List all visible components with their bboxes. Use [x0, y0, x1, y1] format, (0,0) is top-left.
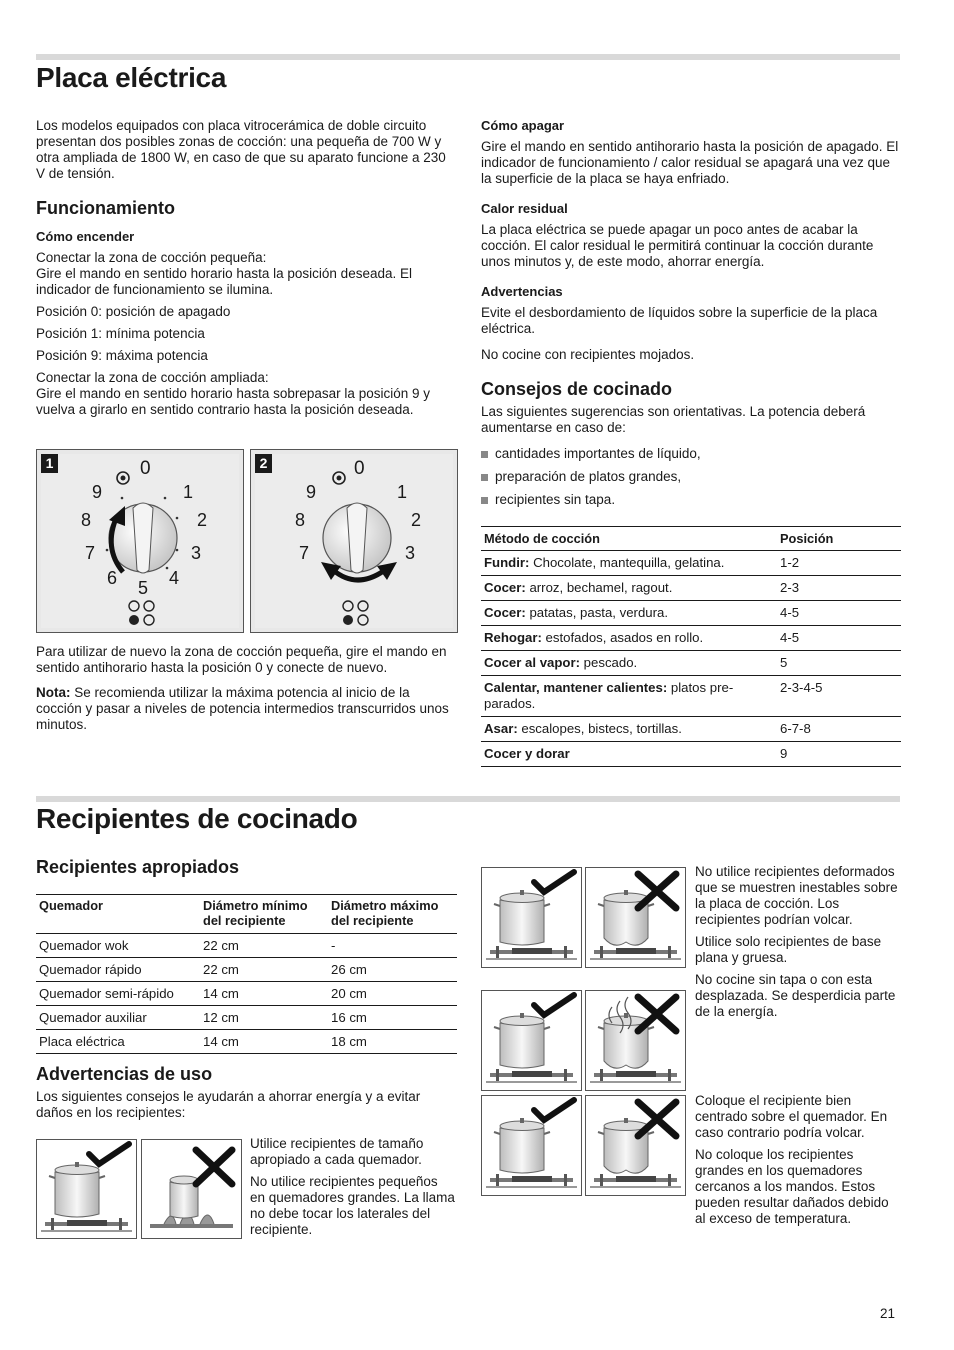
calor-residual-heading: Calor residual: [481, 201, 568, 216]
table-cell: 22 cm: [203, 938, 239, 953]
pot-checkmark-icon: [37, 1140, 136, 1238]
method-label: Calentar, mantener calientes:: [484, 680, 668, 695]
column-header: Posición: [780, 531, 834, 546]
method-cell: [481, 601, 777, 626]
pot-no-lid-image: [585, 990, 686, 1091]
list-item: recipientes sin tapa.: [481, 492, 901, 508]
position-cell: 2-3-4-5: [780, 680, 823, 695]
paragraph: Gire el mando en sentido horario hasta la posición deseada. El indicador de funcionamiento se ilumina.: [36, 266, 412, 297]
right-column-1: [481, 118, 901, 515]
bullet-list: [481, 446, 901, 508]
advertencias-heading: Advertencias: [481, 284, 563, 299]
method-label: Cocer y dorar: [484, 746, 570, 761]
dial-number: 2: [197, 510, 208, 530]
pot-correct-size-image: [36, 1139, 137, 1239]
table-cell: Quemador auxiliar: [39, 1010, 147, 1025]
table-row: [36, 958, 457, 982]
pot-too-small-image: [141, 1139, 242, 1239]
dial-figure-1: [36, 449, 244, 633]
table-cell: Quemador semi-rápido: [39, 986, 174, 1001]
section-divider: [36, 54, 900, 60]
method-text: estofados, asados en rollo.: [541, 630, 704, 645]
dial-number: 8: [81, 510, 92, 530]
table-cell: Quemador wok: [39, 938, 129, 953]
page-number: 21: [880, 1306, 896, 1321]
section-divider: [36, 796, 900, 802]
list-item: preparación de platos grandes,: [481, 469, 901, 485]
section-title-recipientes: Recipientes de cocinado: [36, 803, 358, 834]
column-header: Diámetro mínimo del recipiente: [203, 898, 308, 928]
advice-text-right-2: [695, 1093, 900, 1233]
pot-stable-image: [481, 867, 582, 968]
method-text: patatas, pasta, verdura.: [525, 605, 668, 620]
paragraph: Utilice recipientes de tamaño apropiado a cada quemador.: [250, 1136, 424, 1167]
position-0-text: Posición 0: posición de apagado: [36, 304, 231, 319]
dial-number: 9: [92, 482, 103, 502]
dial-number: 7: [85, 543, 96, 563]
pot-cross-icon: [586, 868, 685, 967]
dial-number: 2: [411, 510, 422, 530]
method-label: Cocer al vapor:: [484, 655, 581, 670]
figure-number: 1: [41, 454, 58, 473]
paragraph: Conectar la zona de cocción pequeña:: [36, 250, 267, 265]
intro-paragraph: Los modelos equipados con placa vitrocerámica de doble circuito presentan dos posibles zonas de cocción: una pequeña de 700 W y otra ampliada de 1800 W, en caso de que su aparato funcione a 230 V de tensión.: [36, 118, 446, 181]
position-9-text: Posición 9: máxima potencia: [36, 348, 208, 363]
advice-text-left: [250, 1136, 455, 1244]
method-text: pescado.: [580, 655, 638, 670]
paragraph: No utilice recipientes deformados que se muestren inestables sobre la placa de cocción. Los recipientes podrían volcar.: [695, 864, 898, 927]
burner-table: [36, 894, 457, 1054]
pot-lid-image: [481, 990, 582, 1091]
dial-number: 6: [107, 568, 118, 588]
position-cell: 6-7-8: [780, 721, 811, 736]
method-text: arroz, bechamel, ragout.: [525, 580, 673, 595]
method-cell: [481, 742, 777, 767]
position-1-text: Posición 1: mínima potencia: [36, 326, 205, 341]
table-row: [36, 982, 457, 1006]
method-label: Cocer:: [484, 580, 526, 595]
dial-figure-2: [250, 449, 458, 633]
paragraph: Gire el mando en sentido horario hasta sobrepasar la posición 9 y vuelva a girarlo en sentido contrario hasta la posición deseada.: [36, 386, 430, 417]
pot-checkmark-icon: [482, 868, 581, 967]
table-cell: Quemador rápido: [39, 962, 142, 977]
paragraph: Las siguientes sugerencias son orientativas. La potencia deberá aumentarse en caso de:: [481, 404, 866, 435]
table-row: [481, 651, 901, 676]
pot-cross-icon: [586, 1096, 685, 1195]
paragraph: Evite el desbordamiento de líquidos sobre la superficie de la placa eléctrica.: [481, 305, 878, 336]
paragraph: No coloque los recipientes grandes en los quemadores cercanos a los mandos. Estos pueden resultar dañados debido al exceso de temperatura.: [695, 1147, 889, 1226]
position-cell: 4-5: [780, 630, 800, 645]
como-apagar-heading: Cómo apagar: [481, 118, 565, 133]
method-cell: [481, 651, 777, 676]
consejos-heading: Consejos de cocinado: [481, 379, 673, 399]
figure-number: 2: [255, 454, 272, 473]
dial-number: 4: [169, 568, 180, 588]
table-cell: 14 cm: [203, 986, 239, 1001]
pot-cross-icon: [142, 1140, 241, 1238]
method-cell: [481, 626, 777, 651]
advice-text-right-1: [695, 864, 900, 1026]
table-cell: 20 cm: [331, 986, 367, 1001]
paragraph: Para utilizar de nuevo la zona de cocción pequeña, gire el mando en sentido antihorario hasta la posición 0 y conecte de nuevo.: [36, 644, 447, 675]
note-label: Nota:: [36, 685, 71, 700]
column-header: Método de cocción: [484, 531, 600, 546]
position-cell: 1-2: [780, 555, 800, 570]
dial-number: 3: [191, 543, 202, 563]
table-cell: 14 cm: [203, 1034, 239, 1049]
paragraph: Coloque el recipiente bien centrado sobre el quemador. En caso contrario podría volcar.: [695, 1093, 888, 1140]
method-cell: [481, 551, 777, 576]
table-cell: 16 cm: [331, 1010, 367, 1025]
paragraph: Conectar la zona de cocción ampliada:: [36, 370, 269, 385]
table-row: [481, 576, 901, 601]
table-cell: Placa eléctrica: [39, 1034, 125, 1049]
table-row: [36, 1030, 457, 1054]
dial-number: 1: [397, 482, 408, 502]
recipientes-apropiados-heading: Recipientes apropiados: [36, 857, 240, 877]
paragraph: La placa eléctrica se puede apagar un poco antes de acabar la cocción. El calor residual le permitirá continuar la cocción durante unos minutos y, de este modo, ahorrar energía.: [481, 222, 874, 269]
paragraph: Gire el mando en sentido antihorario hasta la posición de apagado. El indicador de funcionamiento / calor residual se apagará una vez que la superficie de la placa se haya enfriado.: [481, 139, 899, 186]
paragraph: No cocine con recipientes mojados.: [481, 347, 695, 362]
table-row: [481, 676, 901, 717]
note-paragraph: [36, 685, 456, 733]
position-cell: 2-3: [780, 580, 800, 595]
method-label: Fundir:: [484, 555, 530, 570]
position-cell: 4-5: [780, 605, 800, 620]
pot-offcenter-image: [585, 1095, 686, 1196]
table-row: [36, 934, 457, 958]
dial-number: 1: [183, 482, 194, 502]
method-text: platos pre-parados.: [484, 680, 734, 711]
pot-deformed-image: [585, 867, 686, 968]
note-text: Se recomienda utilizar la máxima potencia al inicio de la cocción y pasar a niveles de potencia intermedios transcurridos unos minutos.: [36, 685, 449, 732]
method-text: escalopes, bistecs, tortillas.: [517, 721, 682, 736]
paragraph: No utilice recipientes pequeños en quemadores grandes. La llama no debe tocar los laterales del recipiente.: [250, 1174, 455, 1237]
table-cell: 18 cm: [331, 1034, 367, 1049]
pot-checkmark-icon: [482, 1096, 581, 1195]
paragraph: Los siguientes consejos le ayudarán a ahorrar energía y a evitar daños en los recipientes:: [36, 1089, 421, 1120]
dial-number: 8: [295, 510, 306, 530]
method-cell: [481, 717, 777, 742]
method-text: Chocolate, mantequilla, gelatina.: [529, 555, 725, 570]
table-row: [481, 551, 901, 576]
como-encender-heading: Cómo encender: [36, 229, 135, 244]
column-header: Diámetro máximo del recipiente: [331, 898, 439, 928]
pot-steam-cross-icon: [586, 991, 685, 1090]
method-cell: [481, 676, 777, 717]
position-cell: 9: [780, 746, 788, 761]
paragraph: Utilice solo recipientes de base plana y gruesa.: [695, 934, 882, 965]
method-label: Asar:: [484, 721, 518, 736]
pot-centered-image: [481, 1095, 582, 1196]
paragraph: No cocine sin tapa o con esta desplazada. Se desperdicia parte de la energía.: [695, 972, 896, 1019]
table-row: [481, 626, 901, 651]
dial-number: 0: [354, 458, 365, 479]
table-row: [481, 601, 901, 626]
funcionamiento-heading: Funcionamiento: [36, 198, 175, 218]
table-cell: 22 cm: [203, 962, 239, 977]
list-item: cantidades importantes de líquido,: [481, 446, 901, 462]
dial-number: 0: [140, 458, 151, 479]
dial-number: 5: [138, 578, 149, 598]
dial-number: 3: [405, 543, 416, 563]
left-column-1b: [36, 644, 456, 739]
section-title-placa: Placa eléctrica: [36, 62, 227, 93]
pot-checkmark-icon: [482, 991, 581, 1090]
position-cell: 5: [780, 655, 788, 670]
table-row: [481, 717, 901, 742]
advertencias-uso-heading: Advertencias de uso: [36, 1064, 213, 1084]
cooking-table: [481, 526, 901, 767]
table-row: [36, 1006, 457, 1030]
dial-number: 9: [306, 482, 317, 502]
left-column-1: [36, 118, 456, 424]
dial-number: 7: [299, 543, 310, 563]
method-label: Rehogar:: [484, 630, 542, 645]
table-cell: -: [331, 938, 336, 953]
method-label: Cocer:: [484, 605, 526, 620]
table-row: [481, 742, 901, 767]
table-cell: 26 cm: [331, 962, 367, 977]
column-header: Quemador: [39, 898, 103, 913]
table-cell: 12 cm: [203, 1010, 239, 1025]
method-cell: [481, 576, 777, 601]
